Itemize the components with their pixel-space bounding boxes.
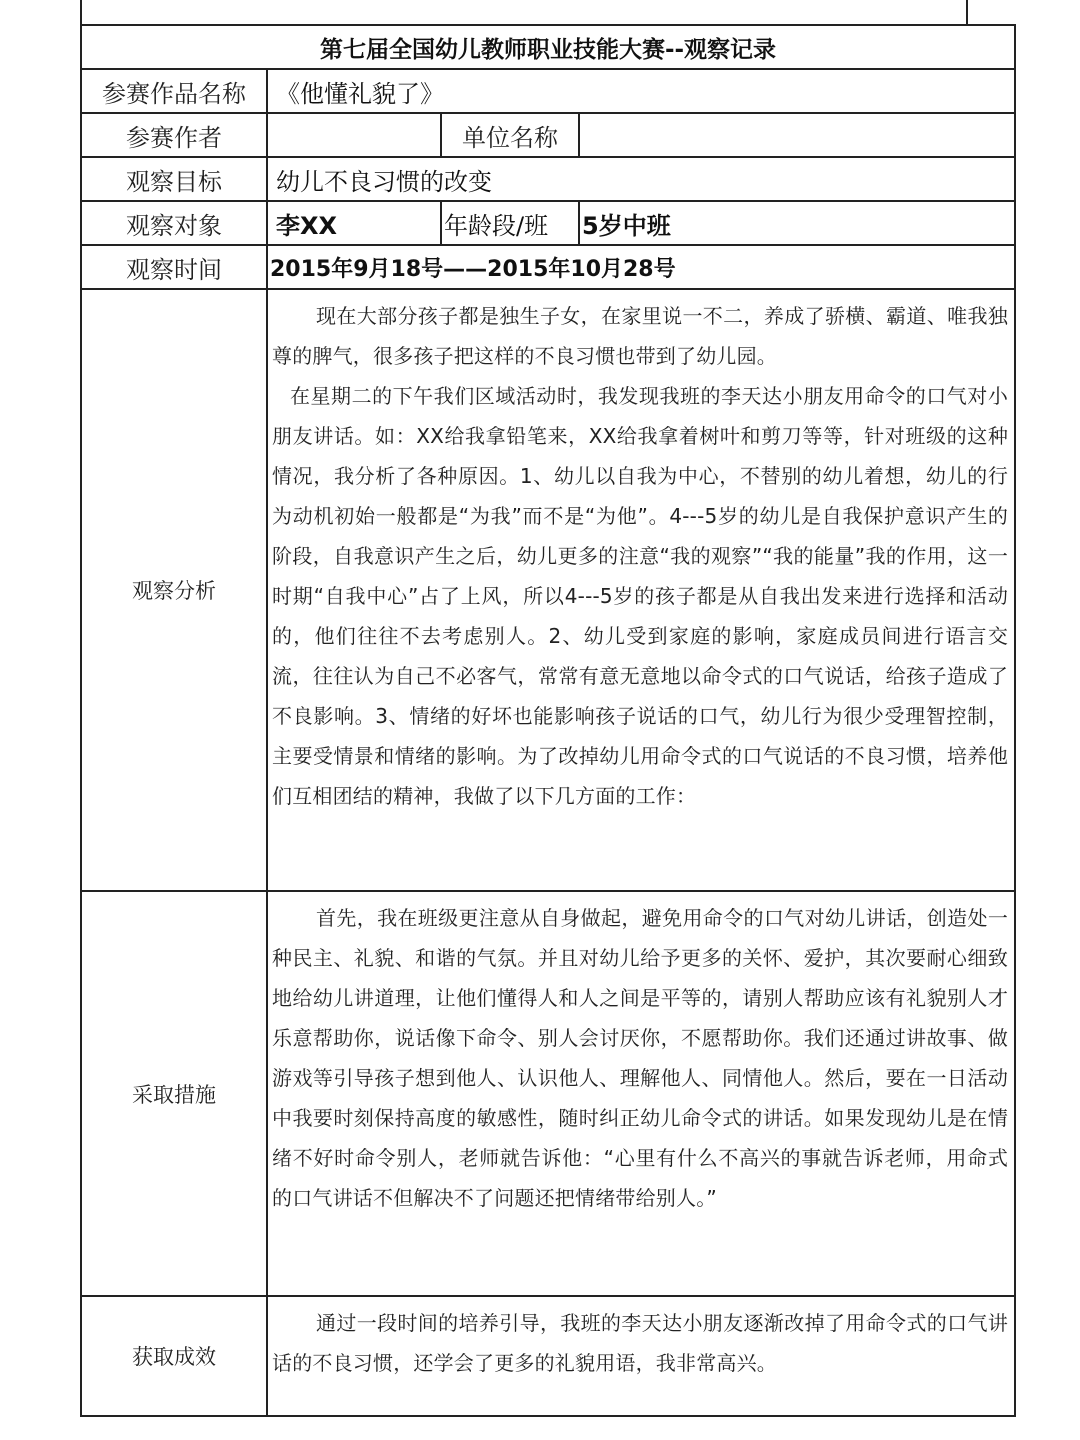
goal-value: 幼儿不良习惯的改变 xyxy=(267,157,1015,201)
analysis-content xyxy=(267,289,1015,891)
page-top-rule-right xyxy=(966,0,968,24)
goal-label: 观察目标 xyxy=(81,157,267,201)
observation-record-table xyxy=(80,24,1016,1417)
results-content xyxy=(267,1296,1015,1416)
analysis-paragraph-2: 在星期二的下午我们区域活动时，我发现我班的李天达小朋友用命令的口气对小朋友讲话。如：XX给我拿铅笔来，XX给我拿着树叶和剪刀等等，针对班级的这种情况，我分析了各种原因。1、幼儿以自我为中心，不替别的幼儿着想，幼儿的行为动机初始一般都是“为我”而不是“为他”。4---5岁的幼儿是自我保护意识产生的阶段，自我意识产生之后，幼儿更多的注意“我的观察”“我的能量”我的作用，这一时期“自我中心”占了上风，所以4---5岁的孩子都是从自我出发来进行选择和活动的，他们往往不去考虑别人。2、幼儿受到家庭的影响，家庭成员间进行语言交流，往往认为自己不必客气，常常有意无意地以命令式的口气说话，给孩子造成了不良影响。3、情绪的好坏也能影响孩子说话的口气，幼儿行为很少受理智控制，主要受情景和情绪的影响。为了改掉幼儿用命令式的口气说话的不良习惯，培养他们互相团结的精神，我做了以下几方面的工作： xyxy=(272,384,1009,808)
measures-content xyxy=(267,891,1015,1296)
unit-name-label: 单位名称 xyxy=(441,113,579,157)
subject-value: 李XX xyxy=(267,201,441,245)
measures-paragraph: 首先，我在班级更注意从自身做起，避免用命令的口气对幼儿讲话，创造处一种民主、礼貌、和谐的气氛。并且对幼儿给予更多的关怀、爱护，其次要耐心细致地给幼儿讲道理，让他们懂得人和人之间是平等的，请别人帮助应该有礼貌别人才乐意帮助你，说话像下命令、别人会讨厌你，不愿帮助你。我们还通过讲故事、做游戏等引导孩子想到他人、认识他人、理解他人、同情他人。然后，要在一日活动中我要时刻保持高度的敏感性，随时纠正幼儿命令式的讲话。如果发现幼儿是在情绪不好时命令别人，老师就告诉他：“心里有什么不高兴的事就告诉老师，用命式的口气讲话不但解决不了问题还把情绪带给别人。” xyxy=(272,906,1009,1210)
work-name-value: 《他懂礼貌了》 xyxy=(267,69,1015,113)
analysis-paragraph-1: 现在大部分孩子都是独生子女，在家里说一不二，养成了骄横、霸道、唯我独尊的脾气，很多孩子把这样的不良习惯也带到了幼儿园。 xyxy=(272,304,1009,368)
analysis-label: 观察分析 xyxy=(81,289,267,891)
unit-name-value xyxy=(579,113,1015,157)
author-value xyxy=(267,113,441,157)
work-name-label: 参赛作品名称 xyxy=(81,69,267,113)
age-class-label: 年龄段/班 xyxy=(441,201,579,245)
subject-label: 观察对象 xyxy=(81,201,267,245)
results-label: 获取成效 xyxy=(81,1296,267,1416)
age-class-value: 5岁中班 xyxy=(579,201,1015,245)
time-label: 观察时间 xyxy=(81,245,267,289)
page-top-rule-left xyxy=(80,0,82,24)
record-title: 第七届全国幼儿教师职业技能大赛--观察记录 xyxy=(81,25,1015,69)
measures-label: 采取措施 xyxy=(81,891,267,1296)
results-paragraph: 通过一段时间的培养引导，我班的李天达小朋友逐渐改掉了用命令式的口气讲话的不良习惯，还学会了更多的礼貌用语，我非常高兴。 xyxy=(272,1311,1009,1375)
time-value: 2015年9月18号——2015年10月28号 xyxy=(267,245,1015,289)
author-label: 参赛作者 xyxy=(81,113,267,157)
